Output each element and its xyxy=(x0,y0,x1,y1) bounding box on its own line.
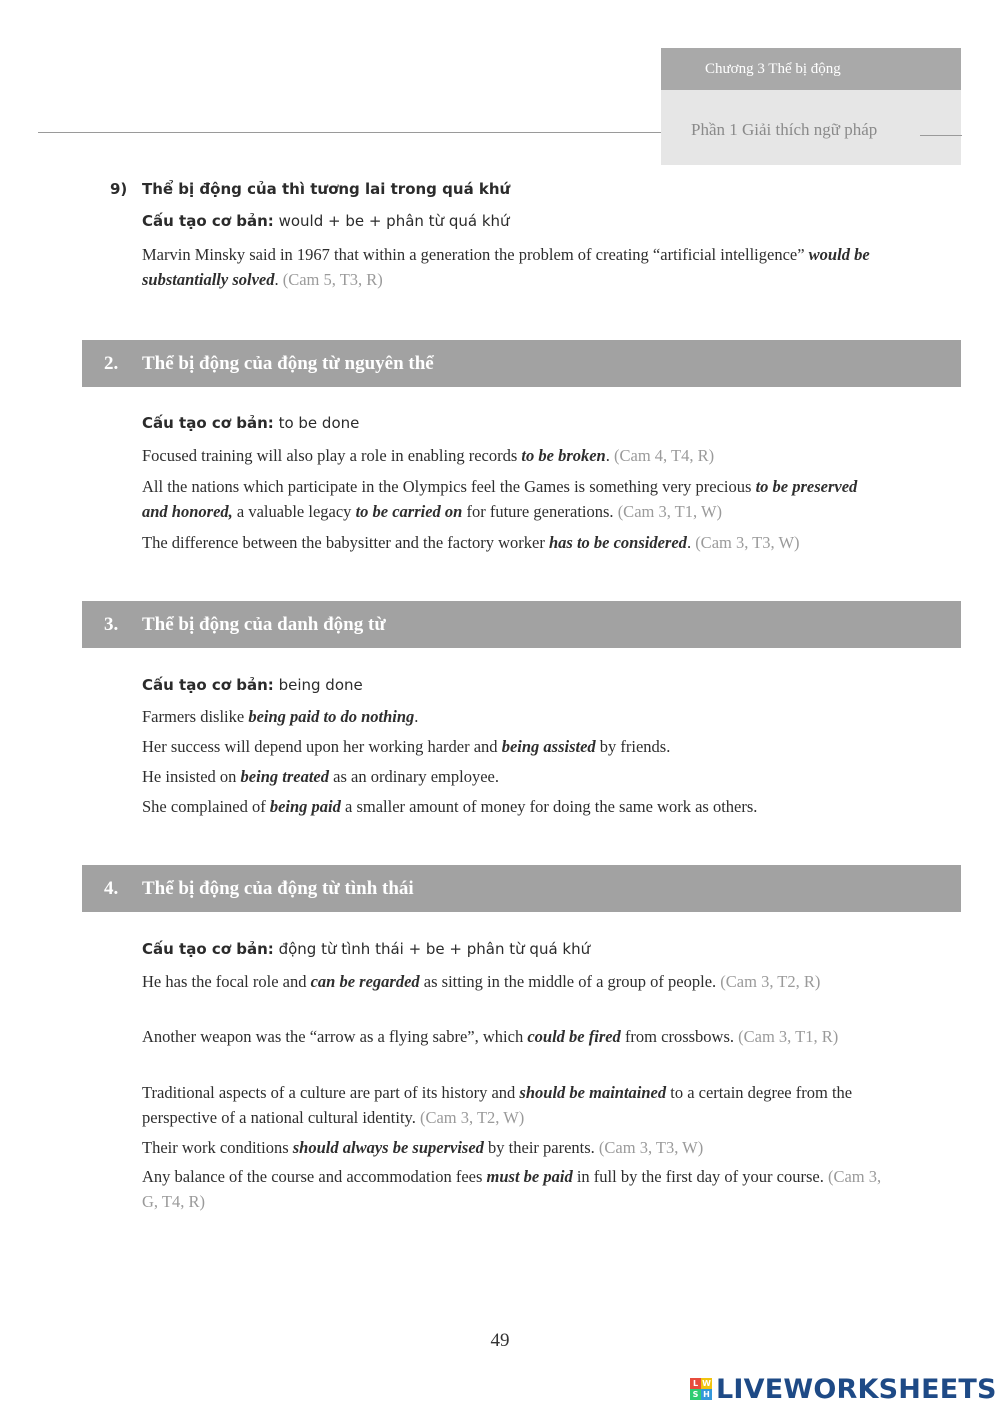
passive-phrase: to be carried on xyxy=(355,502,463,521)
formula-label: Cấu tạo cơ bản: xyxy=(142,212,274,230)
source-citation: (Cam 3, T3, W) xyxy=(598,1138,704,1157)
passive-phrase: being paid xyxy=(269,797,341,816)
passive-phrase: to be preserved and honored, xyxy=(142,477,858,521)
source-citation: (Cam 5, T3, R) xyxy=(282,270,383,289)
sentence-text: Focused training will also play a role in enabling records xyxy=(142,446,522,465)
chapter-title: Chương 3 Thể bị động xyxy=(661,48,961,90)
example-sentence xyxy=(142,969,882,994)
source-citation: (Cam 3, T3, W) xyxy=(695,533,800,552)
source-citation: (Cam 3, T2, W) xyxy=(419,1108,525,1127)
source-citation: (Cam 3, G, T4, R) xyxy=(142,1167,882,1211)
section-band-4 xyxy=(82,865,961,912)
source-citation: (Cam 3, T2, R) xyxy=(720,972,821,991)
example-sentence xyxy=(142,242,882,292)
header-rule xyxy=(38,132,690,133)
part-title: Phần 1 Giải thích ngữ pháp xyxy=(691,120,878,139)
example-sentence xyxy=(142,794,882,819)
chapter-header xyxy=(661,48,961,165)
logo-mark-cell: L xyxy=(690,1378,701,1389)
sentence-text: as sitting in the middle of a group of people. xyxy=(419,972,721,991)
formula-line xyxy=(142,212,510,230)
passive-phrase: being assisted xyxy=(501,737,596,756)
passive-phrase: being paid to do nothing xyxy=(248,707,415,726)
example-sentence xyxy=(142,764,882,789)
header-rule-end xyxy=(920,135,962,136)
formula-label: Cấu tạo cơ bản: xyxy=(142,414,274,432)
example-sentence xyxy=(142,1164,882,1214)
sentence-text: . xyxy=(686,533,696,552)
example-sentence xyxy=(142,443,882,468)
sentence-text: . xyxy=(274,270,283,289)
sentence-text: Their work conditions xyxy=(142,1138,293,1157)
liveworksheets-logo xyxy=(690,1372,997,1406)
sentence-text: to a certain degree from the perspective of a national cultural identity. xyxy=(142,1083,853,1127)
formula-line xyxy=(142,414,359,432)
formula-label: Cấu tạo cơ bản: xyxy=(142,676,274,694)
passive-phrase: could be fired xyxy=(527,1027,621,1046)
example-sentence xyxy=(142,1080,882,1130)
passive-phrase: would be substantially solved xyxy=(142,245,870,289)
sentence-text: Marvin Minsky said in 1967 that within a generation the problem of creating “artificial intelligence” xyxy=(142,245,809,264)
section-title: Thể bị động của động từ tình thái xyxy=(142,878,414,899)
passive-phrase: has to be considered xyxy=(548,533,687,552)
sentence-text: for future generations. xyxy=(462,502,618,521)
sentence-text: Her success will depend upon her working harder and xyxy=(142,737,502,756)
logo-mark-icon xyxy=(690,1378,712,1400)
sentence-text: by friends. xyxy=(595,737,671,756)
example-sentence xyxy=(142,734,882,759)
sentence-text: . xyxy=(605,446,614,465)
logo-mark-cell: H xyxy=(701,1389,712,1400)
subsection-title: Thể bị động của thì tương lai trong quá khứ xyxy=(142,180,511,198)
sentence-text: Another weapon was the “arrow as a flying sabre”, which xyxy=(142,1027,528,1046)
section-number: 4. xyxy=(104,878,119,899)
passive-phrase: should always be supervised xyxy=(292,1138,484,1157)
sentence-text: by their parents. xyxy=(483,1138,599,1157)
example-sentence xyxy=(142,1135,882,1160)
sentence-text: He has the focal role and xyxy=(142,972,311,991)
page-number: 49 xyxy=(490,1330,510,1351)
sentence-text: from crossbows. xyxy=(620,1027,739,1046)
formula-line xyxy=(142,940,590,958)
passive-phrase: should be maintained xyxy=(519,1083,667,1102)
passive-phrase: can be regarded xyxy=(310,972,420,991)
formula-line xyxy=(142,676,363,694)
source-citation: (Cam 3, T1, W) xyxy=(617,502,723,521)
section-band-3 xyxy=(82,601,961,648)
example-sentence xyxy=(142,1024,882,1049)
subsection-heading-9 xyxy=(110,180,510,198)
section-title: Thể bị động của động từ nguyên thể xyxy=(142,353,434,374)
passive-phrase: to be broken xyxy=(521,446,606,465)
sentence-text: The difference between the babysitter and the factory worker xyxy=(142,533,549,552)
formula-value: being done xyxy=(273,676,363,694)
sentence-text: as an ordinary employee. xyxy=(329,767,499,786)
section-number: 2. xyxy=(104,353,119,374)
formula-label: Cấu tạo cơ bản: xyxy=(142,940,274,958)
sentence-text: Traditional aspects of a culture are part of its history and xyxy=(142,1083,520,1102)
example-sentence xyxy=(142,474,882,524)
section-title: Thể bị động của danh động từ xyxy=(142,614,386,635)
sentence-text: Any balance of the course and accommodation fees xyxy=(142,1167,487,1186)
sentence-text: . xyxy=(414,707,419,726)
example-sentence xyxy=(142,530,882,555)
source-citation: (Cam 3, T1, R) xyxy=(738,1027,839,1046)
passive-phrase: must be paid xyxy=(486,1167,573,1186)
sentence-text: in full by the first day of your course. xyxy=(572,1167,828,1186)
sentence-text: Farmers dislike xyxy=(142,707,249,726)
formula-value: động từ tình thái + be + phân từ quá khứ xyxy=(273,940,591,958)
section-number: 3. xyxy=(104,614,119,635)
source-citation: (Cam 4, T4, R) xyxy=(614,446,715,465)
sentence-text: She complained of xyxy=(142,797,270,816)
formula-value: would + be + phân từ quá khứ xyxy=(273,212,510,230)
section-band-2 xyxy=(82,340,961,387)
sentence-text: a valuable legacy xyxy=(232,502,356,521)
sentence-text: a smaller amount of money for doing the same work as others. xyxy=(340,797,758,816)
passive-phrase: being treated xyxy=(240,767,329,786)
sentence-text: All the nations which participate in the Olympics feel the Games is something very precious xyxy=(142,477,756,496)
formula-value: to be done xyxy=(273,414,360,432)
logo-mark-cell: W xyxy=(702,1379,711,1388)
subsection-number: 9) xyxy=(110,180,128,198)
sentence-text: He insisted on xyxy=(142,767,241,786)
logo-mark-cell: S xyxy=(690,1389,701,1400)
example-sentence xyxy=(142,704,882,729)
logo-text: LIVEWORKSHEETS xyxy=(716,1373,997,1405)
